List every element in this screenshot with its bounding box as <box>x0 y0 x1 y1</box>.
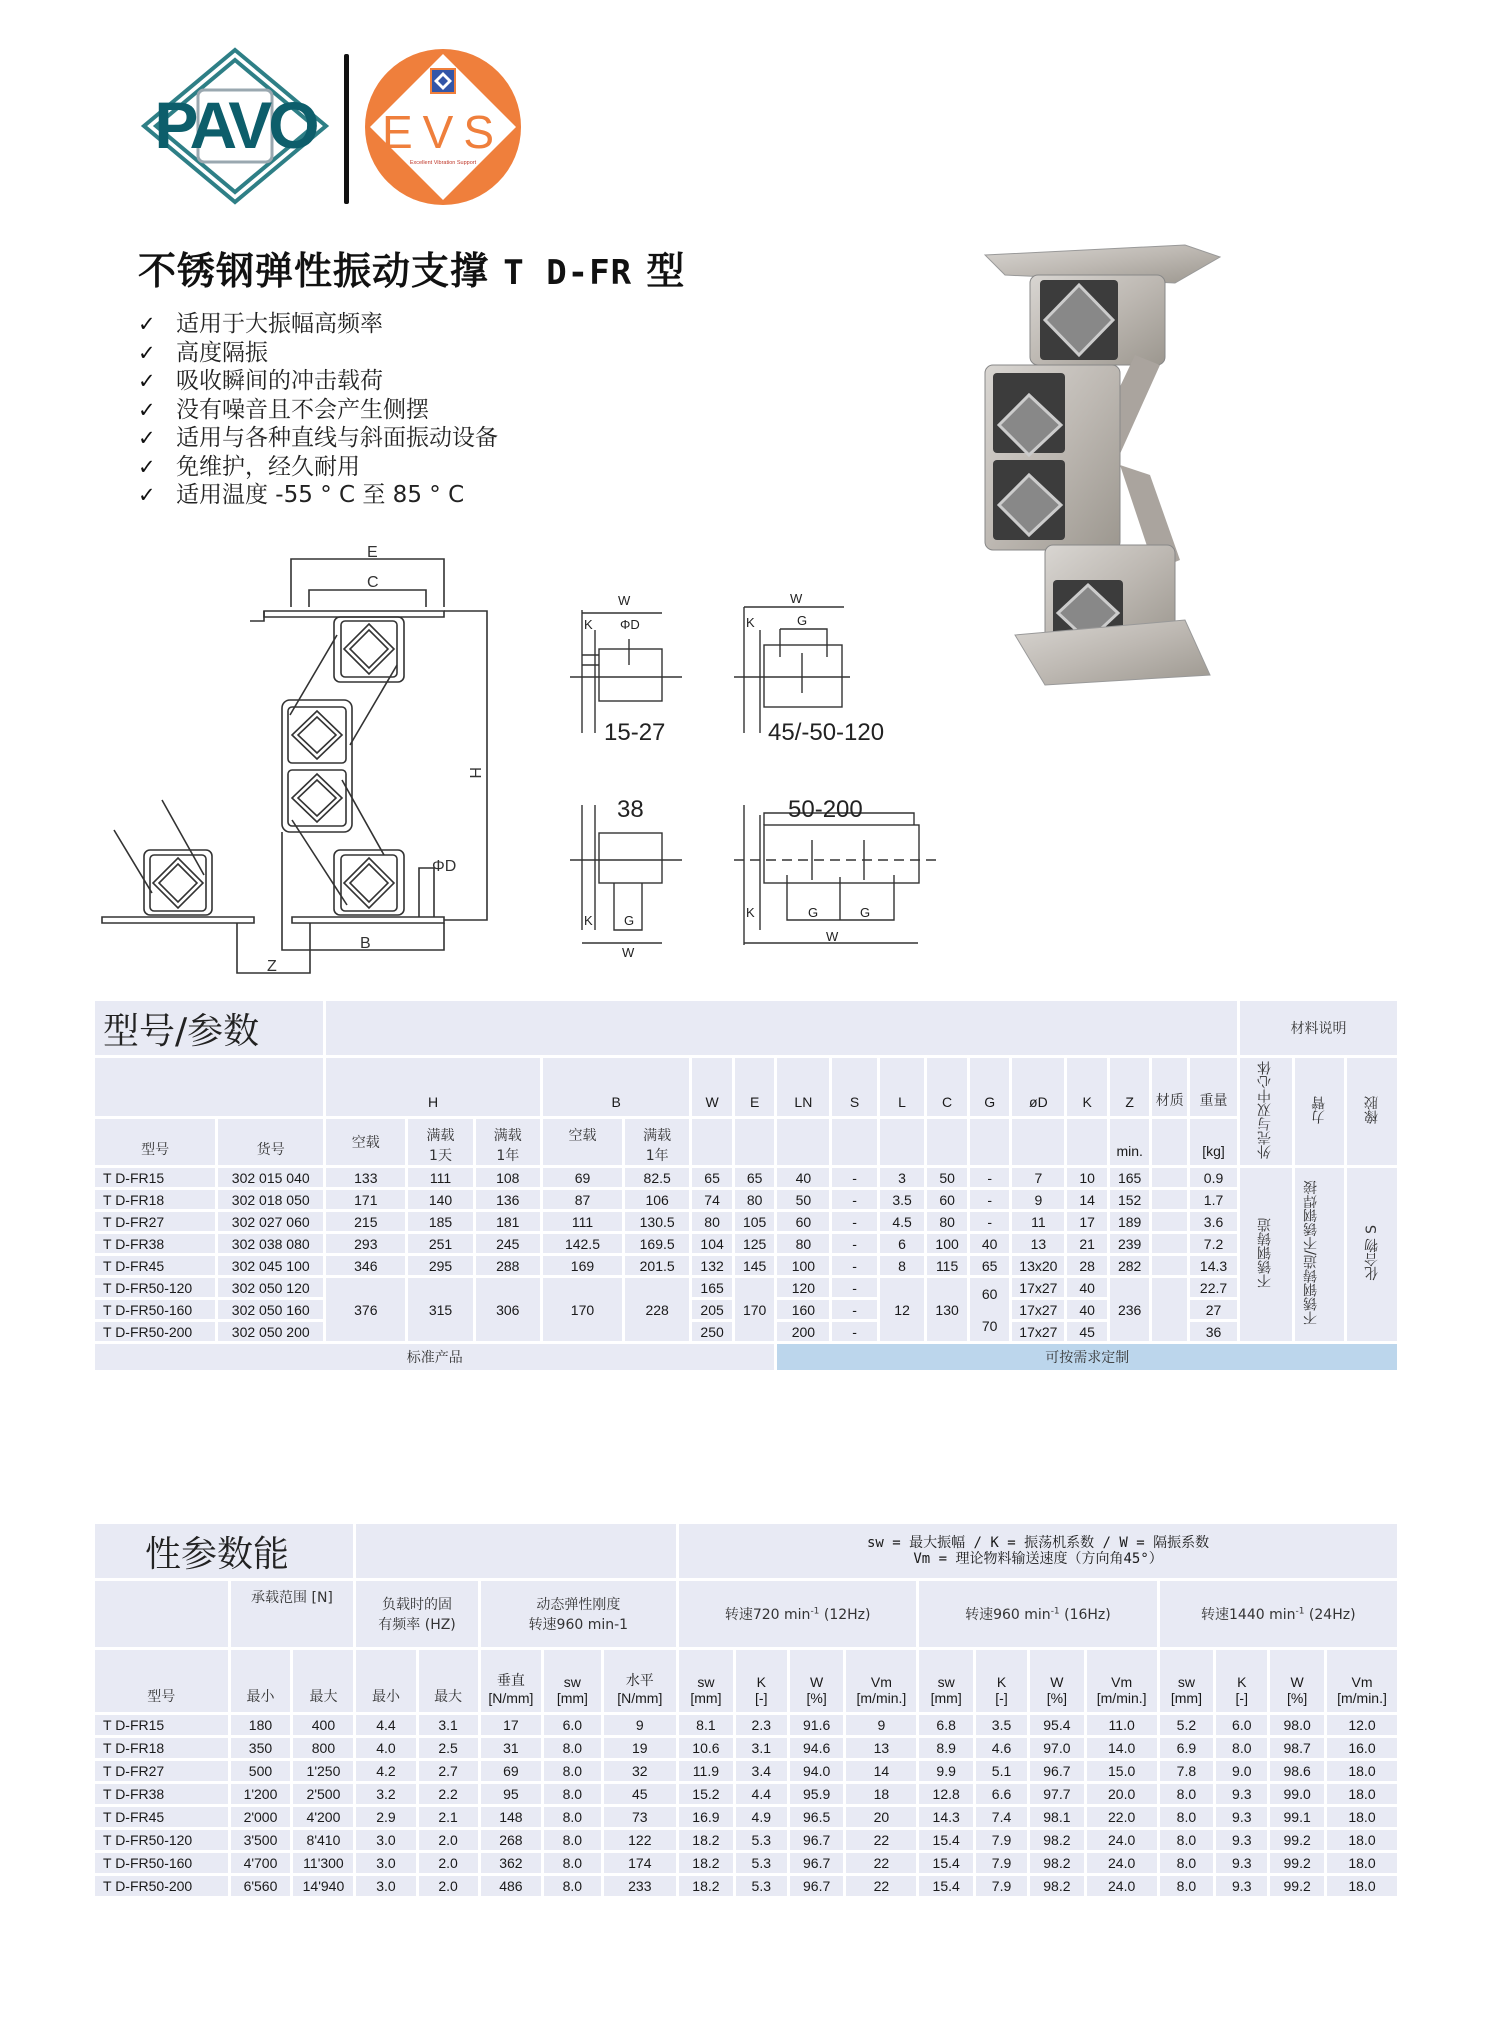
checkmark-icon: ✓ <box>138 397 156 422</box>
col-header-b-full-1y: 满载 1年 <box>625 1119 689 1165</box>
variant-label: 15-27 <box>604 719 666 746</box>
table-row: T D-FR50-160 4'700 11'300 3.0 2.0 362 8.0 174 18.2 5.3 96.7 22 15.4 7.9 98.2 24.0 8.0 9.3 99.2 18.0 <box>95 1853 1397 1873</box>
table-row: T D-FR50-120 3'500 8'410 3.0 2.0 268 8.0 122 18.2 5.3 96.7 22 15.4 7.9 98.2 24.0 8.0 9.3 99.2 18.0 <box>95 1830 1397 1850</box>
feature-item: ✓ 吸收瞬间的冲击载荷 <box>138 368 383 394</box>
dim-label-c: C <box>367 574 379 591</box>
table-row: T D-FR15 302 015 040 133 111 108 69 82.5 65 65 40 - 3 50 - 7 10 165 0.9 不锈钢铸造 不锈钢铸造/不锈钢焊接 化合物 S <box>95 1168 1397 1187</box>
feature-item: ✓ 高度隔振 <box>138 339 268 366</box>
col-header-stiffness: 动态弹性刚度 转速960 min-1 <box>481 1581 676 1647</box>
table-title: 型号/参数 <box>95 1001 323 1055</box>
table-row: T D-FR50-160 302 050 160 205 160 - 17x27 40 27 <box>95 1300 1397 1319</box>
dim-label-z: Z <box>267 958 277 975</box>
table-row: T D-FR45 302 045 100 346 295 288 169 201.5 132 145 100 - 8 115 65 13x20 28 282 14.3 <box>95 1256 1397 1275</box>
col-header-k: K <box>1067 1058 1107 1116</box>
svg-text:G: G <box>808 905 819 920</box>
checkmark-icon: ✓ <box>138 312 156 336</box>
logo-divider <box>344 54 349 204</box>
evs-logo <box>364 48 522 206</box>
legend-line-2: Vm = 理论物料输送速度（方向角45°） <box>913 1551 1163 1567</box>
svg-text:K: K <box>746 615 755 630</box>
title-suffix: 型 <box>646 249 686 293</box>
performance-table: 性参数能 sw = 最大振幅 / K = 振荡机系数 / W = 隔振系数 Vm = 理论物料输送速度（方向角45°） 承载范围 [N] 负载时的固 有频率 (HZ) 动态弹性刚度 转速960 min-1 转速720 $\min^{-1} (12Hz)$ 转速960 $\min^{-1} (16Hz)$ 转速1440 $\min^{-1} (24Hz)$ 型号 最小 最大 最小 最大 垂直 [N/mm] sw [mm] 水平 [N/mm] sw [mm] K [-] W [%] Vm [m/min.] sw [mm] K [-] W [%] Vm [m/min.] sw [mm] K [-] W [%] Vm [m/min.] T D-FR15 180 400 4.4 3.1 17 6.0 9 8.1 2.3 91.6 9 6.8 3.5 95.4 11.0 5.2 6.0 98.0 12.0 T D-FR18 350 800 4.0 2.5 31 8.0 19 10.6 3.1 94.6 13 8.9 4.6 97.0 14.0 6.9 8.0 98.7 16.0 T D-FR27 500 1'250 4.2 2.7 69 8.0 32 11.9 3.4 94.0 14 9.9 5.1 96.7 15.0 7.8 9.0 98.6 18.0 T D-FR38 1'200 2'500 3.2 2.2 95 8.0 45 15.2 4.4 95.9 18 12.8 6.6 97.7 20.0 8.0 9.3 99.0 18.0 T D-FR45 2'000 4'200 2.9 2.1 148 8.0 73 16.9 4.9 96.5 20 14.3 7.4 98.1 22.0 8.0 9.3 99.1 18.0 T D-FR50-120 3'500 8'410 3.0 2.0 268 8.0 122 18.2 5.3 96.7 22 15.4 7.9 98.2 24.0 8.0 9.3 99.2 18.0 T D-FR50-160 4'700 11'300 3.0 2.0 362 8.0 174 18.2 5.3 96.7 22 15.4 7.9 98.2 24.0 8.0 9.3 99.2 18.0 T D-FR50-200 6'560 14'940 3.0 2.0 486 8.0 233 18.2 5.3 96.7 22 15.4 7.9 98.2 24.0 8.0 9.3 99.2 18.0 <box>92 1521 1400 1899</box>
col-header-b-empty: 空载 <box>543 1119 622 1165</box>
table-row: T D-FR38 302 038 080 293 251 245 142.5 169.5 104 125 80 - 6 100 40 13 21 239 7.2 <box>95 1234 1397 1253</box>
checkmark-icon: ✓ <box>138 369 156 393</box>
col-header-z: Z <box>1110 1058 1150 1116</box>
feature-item: ✓ 适用与各种直线与斜面振动设备 <box>138 425 498 451</box>
model-parameter-table <box>92 998 1400 1373</box>
dim-label-b: B <box>360 935 371 952</box>
svg-text:G: G <box>624 913 635 928</box>
col-header-e: E <box>735 1058 775 1116</box>
col-header-freq-max: 最大 <box>419 1650 478 1712</box>
material-header: 材料说明 <box>1240 1001 1397 1055</box>
table-row: T D-FR18 302 018 050 171 140 136 87 106 74 80 50 - 3.5 60 - 9 14 152 1.7 <box>95 1190 1397 1209</box>
svg-text:ΦD: ΦD <box>620 617 640 632</box>
table-row: T D-FR18 350 800 4.0 2.5 31 8.0 19 10.6 3.1 94.6 13 8.9 4.6 97.0 14.0 6.9 8.0 98.7 16.0 <box>95 1738 1397 1758</box>
col-header-s: S <box>832 1058 877 1116</box>
col-header-load-range: 承载范围 [N] <box>231 1581 354 1647</box>
col-header-b: B <box>543 1058 689 1116</box>
col-header-speed-720: 转速720 $\min^{-1} (12Hz)$ <box>679 1581 916 1647</box>
svg-text:K: K <box>746 905 755 920</box>
feature-list <box>138 310 498 510</box>
col-header-c: C <box>927 1058 967 1116</box>
checkmark-icon: ✓ <box>138 426 156 450</box>
dim-label-d: ΦD <box>432 858 457 875</box>
pavo-logo-text: PAVO <box>154 88 316 162</box>
performance-rows <box>95 1715 1397 1896</box>
checkmark-icon: ✓ <box>138 340 156 365</box>
variant-label: 45/-50-120 <box>768 719 885 746</box>
svg-text:K: K <box>584 913 593 928</box>
svg-text:W: W <box>790 591 803 606</box>
svg-text:W: W <box>622 945 635 960</box>
svg-text:K: K <box>584 617 593 632</box>
table-row: T D-FR50-200 302 050 200 250 200 - 17x27 45 36 <box>95 1322 1397 1341</box>
checkmark-icon: ✓ <box>138 483 156 507</box>
z-unit: min. <box>1110 1119 1150 1165</box>
col-header-weight: 重量 <box>1190 1058 1237 1116</box>
feature-item: ✓ 没有噪音且不会产生侧摆 <box>138 396 429 423</box>
col-header-h-full-1y: 满载 1年 <box>476 1119 540 1165</box>
col-header-horizontal: 水平 [N/mm] <box>604 1650 677 1712</box>
col-header-model: 型号 <box>95 1119 215 1165</box>
title-model: T D-FR <box>503 253 633 293</box>
feature-item: ✓ 适用温度 -55 ° C 至 85 ° C <box>138 482 465 508</box>
header-spacer <box>356 1524 676 1578</box>
svg-text:W: W <box>618 593 631 608</box>
col-header-natural-freq: 负载时的固 有频率 (HZ) <box>356 1581 477 1647</box>
col-header-freq-min: 最小 <box>356 1650 415 1712</box>
table-row: T D-FR45 2'000 4'200 2.9 2.1 148 8.0 73 16.9 4.9 96.5 20 14.3 7.4 98.1 22.0 8.0 9.3 99.1 18.0 <box>95 1807 1397 1827</box>
weight-unit: [kg] <box>1190 1119 1237 1165</box>
legend-line-1: sw = 最大振幅 / K = 振荡机系数 / W = 隔振系数 <box>866 1535 1210 1551</box>
table-row: T D-FR50-200 6'560 14'940 3.0 2.0 486 8.0 233 18.2 5.3 96.7 22 15.4 7.9 98.2 24.0 8.0 9.3 99.2 18.0 <box>95 1876 1397 1896</box>
variant-50-200 <box>734 805 938 945</box>
footer-standard-product: 标准产品 <box>95 1344 774 1370</box>
feature-item: ✓ 免维护，经久耐用 <box>138 453 360 480</box>
material-housing-value: 不锈钢铸造 <box>1240 1168 1292 1341</box>
table-row: T D-FR38 1'200 2'500 3.2 2.2 95 8.0 45 15.2 4.4 95.9 18 12.8 6.6 97.7 20.0 8.0 9.3 99.0 18.0 <box>95 1784 1397 1804</box>
pavo-logo <box>140 46 330 206</box>
col-header-vertical: 垂直 [N/mm] <box>481 1650 542 1712</box>
footer-custom-available: 可按需求定制 <box>777 1344 1397 1370</box>
col-header-load-max: 最大 <box>293 1650 353 1712</box>
col-header-l: L <box>880 1058 925 1116</box>
col-header-sw: sw [mm] <box>544 1650 600 1712</box>
g-merged: 60 70 <box>970 1278 1010 1341</box>
col-header-ln: LN <box>777 1058 829 1116</box>
dim-label-h: H <box>466 767 483 779</box>
col-header-h: H <box>326 1058 540 1116</box>
variant-label: 50-200 <box>788 796 863 823</box>
page-title <box>138 240 685 295</box>
material-col-arm: 力臂 <box>1295 1058 1344 1165</box>
material-arm-value: 不锈钢铸造/不锈钢焊接 <box>1295 1168 1344 1341</box>
col-header-speed-1440: 转速1440 $\min^{-1} (24Hz)$ <box>1160 1581 1397 1647</box>
table-row: T D-FR15 180 400 4.4 3.1 17 6.0 9 8.1 2.3 91.6 9 6.8 3.5 95.4 11.0 5.2 6.0 98.0 12.0 <box>95 1715 1397 1735</box>
col-header-w: W <box>692 1058 732 1116</box>
checkmark-icon: ✓ <box>138 454 156 479</box>
legend <box>679 1524 1397 1578</box>
dim-label-e: E <box>367 544 378 561</box>
material-col-housing: 外壳与双中心体 <box>1240 1058 1292 1165</box>
material-rubber-value: 化合物 S <box>1347 1168 1397 1341</box>
product-photo <box>975 235 1230 690</box>
col-header-part-no: 货号 <box>218 1119 323 1165</box>
variant-label: 38 <box>617 796 644 823</box>
col-header-h-empty: 空载 <box>326 1119 405 1165</box>
table-row: T D-FR50-120 302 050 120 376 315 306 170 228 165 170 120 - 12 130 60 70 17x27 40 236 22.7 <box>95 1278 1397 1297</box>
svg-text:G: G <box>797 613 808 628</box>
header-spacer <box>326 1001 1237 1055</box>
title-cn: 不锈钢弹性振动支撑 <box>138 249 490 293</box>
evs-logo-text: EVS <box>381 106 505 158</box>
col-header-g: G <box>970 1058 1010 1116</box>
col-header-model: 型号 <box>95 1650 228 1712</box>
variant-drawings <box>562 585 942 960</box>
col-header-load-min: 最小 <box>231 1650 291 1712</box>
material-col-rubber: 橡胶 <box>1347 1058 1397 1165</box>
table-title: 性参数能 <box>95 1524 353 1578</box>
svg-text:W: W <box>826 929 839 944</box>
col-header-d: øD <box>1012 1058 1064 1116</box>
evs-tagline: Excellent Vibration Support <box>409 160 477 166</box>
table-row: T D-FR27 302 027 060 215 185 181 111 130.5 80 105 60 - 4.5 80 - 11 17 189 3.6 <box>95 1212 1397 1231</box>
feature-item: ✓ 适用于大振幅高频率 <box>138 311 383 337</box>
svg-text:G: G <box>860 905 871 920</box>
col-header-material: 材质 <box>1152 1058 1187 1116</box>
dimension-drawing <box>92 535 512 980</box>
col-header-h-full-1d: 满载 1天 <box>408 1119 472 1165</box>
table-row: T D-FR27 500 1'250 4.2 2.7 69 8.0 32 11.9 3.4 94.0 14 9.9 5.1 96.7 15.0 7.8 9.0 98.6 18.0 <box>95 1761 1397 1781</box>
evs-emblem-icon <box>430 68 456 94</box>
col-header-speed-960: 转速960 $\min^{-1} (16Hz)$ <box>919 1581 1156 1647</box>
